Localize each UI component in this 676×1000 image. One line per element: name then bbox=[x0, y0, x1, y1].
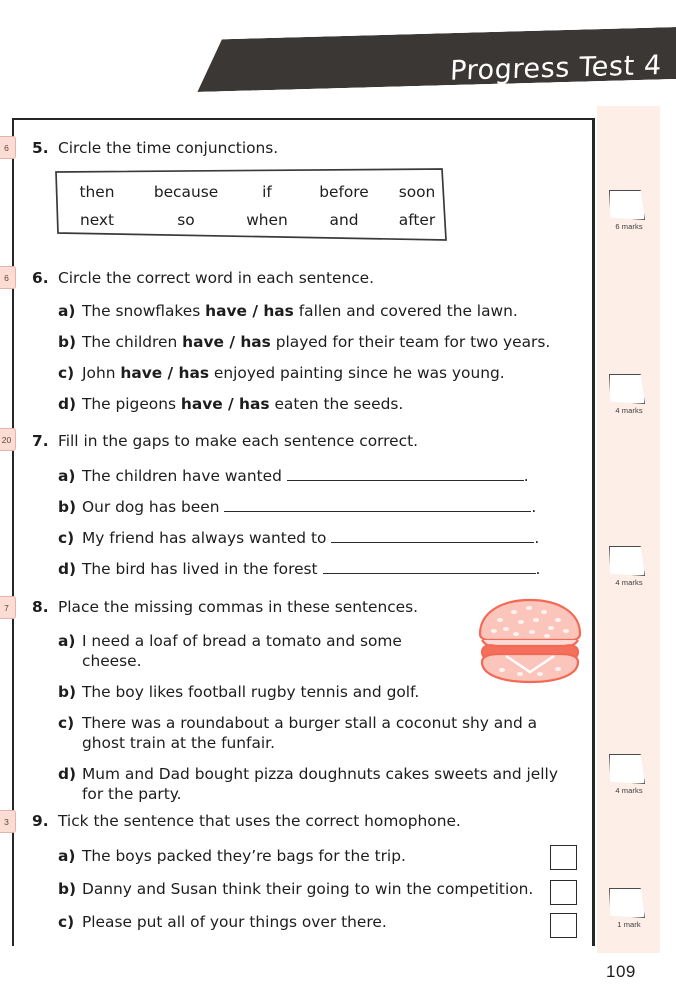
item-text: The boys packed they’re bags for the trip. bbox=[82, 847, 406, 866]
word-chip[interactable]: after bbox=[398, 211, 436, 229]
item-letter: a) bbox=[58, 467, 76, 486]
question-8-prompt: Place the missing commas in these sentences. bbox=[58, 598, 419, 616]
item-letter: c) bbox=[58, 364, 75, 383]
mark-quad-shape bbox=[609, 374, 645, 404]
word-chip[interactable]: next bbox=[79, 211, 115, 229]
question-7 bbox=[32, 432, 577, 579]
question-9-item-a bbox=[58, 846, 542, 866]
mark-label: 4 marks bbox=[615, 406, 643, 415]
item-text bbox=[82, 301, 577, 321]
choice-pair[interactable]: have / has bbox=[205, 302, 294, 321]
item-text bbox=[82, 559, 577, 579]
item-end: . bbox=[535, 560, 541, 579]
tick-box-b[interactable] bbox=[550, 880, 577, 905]
item-letter: b) bbox=[58, 683, 77, 702]
item-text-pre: The snowflakes bbox=[82, 302, 206, 321]
mark-box bbox=[609, 888, 649, 929]
item-stem: Our dog has been bbox=[82, 498, 220, 517]
item-letter: a) bbox=[58, 847, 76, 866]
word-bank-row-2 bbox=[54, 211, 448, 229]
answer-blank[interactable] bbox=[331, 530, 534, 543]
item-text-pre: The children bbox=[82, 333, 183, 352]
mark-box bbox=[609, 546, 649, 587]
question-8-number: 8. bbox=[32, 598, 49, 616]
mark-label: 4 marks bbox=[615, 578, 643, 587]
mark-label: 4 marks bbox=[615, 786, 643, 795]
question-7-item-c bbox=[58, 528, 577, 548]
page-number: 109 bbox=[606, 962, 636, 981]
score-tab-q6: 6 bbox=[0, 266, 16, 289]
item-letter: d) bbox=[58, 765, 77, 784]
question-6-item-b bbox=[58, 332, 577, 352]
question-5 bbox=[32, 139, 572, 158]
question-7-item-d bbox=[58, 559, 577, 579]
question-6-item-a bbox=[58, 301, 577, 321]
mark-box bbox=[609, 754, 649, 795]
answer-blank[interactable] bbox=[224, 499, 531, 512]
word-bank-outline bbox=[54, 167, 448, 242]
question-6-item-c bbox=[58, 363, 577, 383]
item-text[interactable]: I need a loaf of bread a tomato and some cheese. bbox=[82, 632, 402, 671]
question-7-item-a bbox=[58, 466, 577, 486]
word-bank-box bbox=[54, 167, 448, 242]
question-9-heading bbox=[32, 812, 542, 831]
item-letter: d) bbox=[58, 560, 77, 579]
question-7-number: 7. bbox=[32, 432, 49, 450]
tick-box-a[interactable] bbox=[550, 845, 577, 870]
answer-blank[interactable] bbox=[323, 561, 536, 574]
item-text-post: fallen and covered the lawn. bbox=[293, 302, 518, 321]
page-header bbox=[0, 0, 676, 110]
mark-label: 1 mark bbox=[617, 920, 641, 929]
tick-box-c[interactable] bbox=[550, 913, 577, 938]
item-text: Please put all of your things over there. bbox=[82, 913, 387, 932]
item-text-post: eaten the seeds. bbox=[269, 395, 404, 414]
item-text bbox=[82, 332, 577, 352]
word-chip[interactable]: if bbox=[262, 183, 272, 201]
question-6-prompt: Circle the correct word in each sentence. bbox=[58, 269, 375, 287]
question-8-item-d bbox=[58, 764, 576, 804]
question-6-number: 6. bbox=[32, 269, 49, 287]
mark-quad-shape bbox=[609, 754, 645, 784]
question-8-item-c bbox=[58, 713, 576, 753]
question-8-item-b bbox=[58, 682, 458, 702]
mark-box bbox=[609, 374, 649, 415]
question-5-prompt: Circle the time conjunctions. bbox=[58, 139, 279, 157]
item-text[interactable]: Mum and Dad bought pizza doughnuts cakes sweets and jelly for the party. bbox=[82, 765, 558, 804]
question-6-item-d bbox=[58, 394, 577, 414]
item-stem: My friend has always wanted to bbox=[82, 529, 327, 548]
item-text bbox=[82, 497, 577, 517]
mark-label: 6 marks bbox=[615, 222, 643, 231]
item-text bbox=[82, 394, 577, 414]
item-text[interactable]: The boy likes football rugby tennis and golf. bbox=[82, 683, 420, 702]
word-bank-row-1 bbox=[54, 183, 448, 201]
item-letter: b) bbox=[58, 498, 77, 517]
score-tab-q9: 3 bbox=[0, 810, 16, 833]
item-letter: a) bbox=[58, 632, 76, 651]
item-letter: c) bbox=[58, 913, 75, 932]
item-letter: c) bbox=[58, 714, 75, 733]
question-7-heading bbox=[32, 432, 577, 451]
word-chip[interactable]: soon bbox=[398, 183, 436, 201]
item-text: Danny and Susan think their going to win the competition. bbox=[82, 880, 534, 899]
item-letter: b) bbox=[58, 880, 77, 899]
question-7-prompt: Fill in the gaps to make each sentence correct. bbox=[58, 432, 419, 450]
item-letter: a) bbox=[58, 302, 76, 321]
word-chip[interactable]: when bbox=[246, 211, 288, 229]
content-frame-right-rule bbox=[592, 118, 595, 946]
question-9-item-c bbox=[58, 912, 542, 932]
answer-blank[interactable] bbox=[287, 468, 524, 481]
word-chip[interactable]: so bbox=[177, 211, 195, 229]
mark-quad-shape bbox=[609, 888, 645, 918]
item-text bbox=[82, 528, 577, 548]
score-tab-q7: 20 bbox=[0, 428, 16, 451]
mark-quad-shape bbox=[609, 546, 645, 576]
choice-pair[interactable]: have / has bbox=[182, 333, 271, 352]
item-text bbox=[82, 363, 577, 383]
question-9-number: 9. bbox=[32, 812, 49, 830]
question-9-prompt: Tick the sentence that uses the correct homophone. bbox=[58, 812, 461, 830]
item-text-post: played for their team for two years. bbox=[270, 333, 551, 352]
burger-illustration bbox=[472, 594, 588, 688]
item-letter: d) bbox=[58, 395, 77, 414]
choice-pair[interactable]: have / has bbox=[120, 364, 210, 383]
question-5-heading bbox=[32, 139, 572, 158]
item-stem: The children have wanted bbox=[82, 467, 282, 486]
item-stem: The bird has lived in the forest bbox=[82, 560, 318, 579]
question-9-item-b bbox=[58, 879, 542, 899]
question-8-item-a bbox=[58, 631, 458, 671]
word-chip[interactable]: and bbox=[329, 211, 359, 229]
item-text bbox=[82, 466, 577, 486]
item-text-post: enjoyed painting since he was young. bbox=[209, 364, 505, 383]
question-9 bbox=[32, 812, 542, 932]
choice-pair[interactable]: have / has bbox=[180, 395, 270, 414]
mark-quad-shape bbox=[609, 190, 645, 220]
item-end: . bbox=[534, 529, 540, 548]
item-letter: b) bbox=[58, 333, 77, 352]
score-tab-q8: 7 bbox=[0, 596, 16, 619]
item-end: . bbox=[531, 498, 537, 517]
score-tab-q5: 6 bbox=[0, 136, 16, 159]
question-7-item-b bbox=[58, 497, 577, 517]
word-chip[interactable]: before bbox=[319, 183, 369, 201]
item-letter: c) bbox=[58, 529, 75, 548]
item-text-pre: John bbox=[82, 364, 121, 383]
item-end: . bbox=[523, 467, 529, 486]
item-text-pre: The pigeons bbox=[82, 395, 181, 414]
item-text[interactable]: There was a roundabout a burger stall a coconut shy and a ghost train at the funfair. bbox=[82, 714, 538, 753]
word-chip[interactable]: then bbox=[79, 183, 115, 201]
page-title: Progress Test 4 bbox=[449, 49, 663, 87]
mark-box bbox=[609, 190, 649, 231]
question-6 bbox=[32, 269, 577, 414]
question-6-heading bbox=[32, 269, 577, 288]
word-chip[interactable]: because bbox=[153, 183, 219, 201]
marks-sidebar bbox=[597, 106, 660, 953]
question-5-number: 5. bbox=[32, 139, 49, 157]
